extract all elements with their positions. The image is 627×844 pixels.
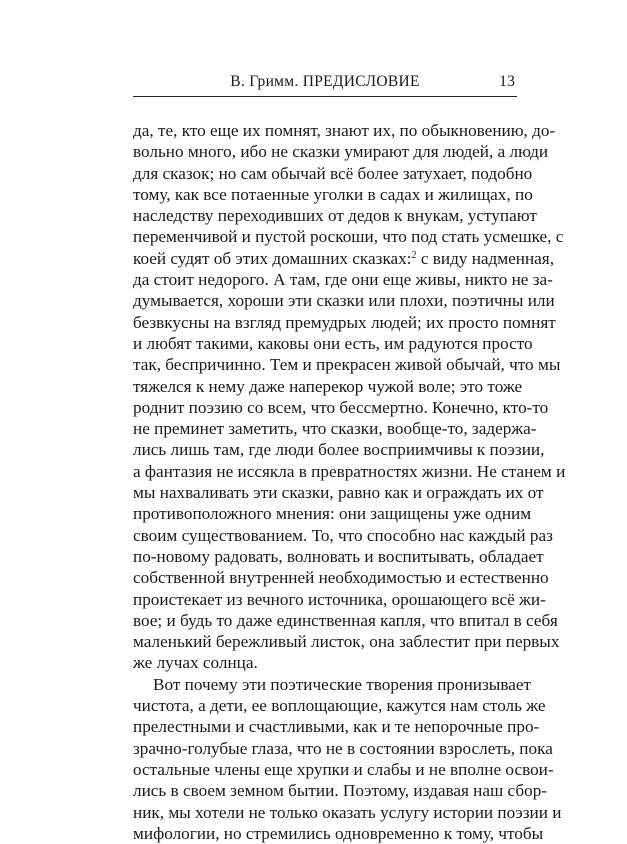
text-line: тяжелся к нему даже наперекор чужой воле; это тоже	[133, 376, 523, 396]
text-line: переменчивой и пустой роскоши, что под стать усмешке, с	[133, 227, 564, 247]
text-line: и любят такими, каковы они есть, им радуются просто	[133, 333, 533, 353]
page-number: 13	[499, 73, 515, 90]
text-line: роднит поэзию со всем, что бессмертно. Конечно, кто-то	[133, 397, 549, 417]
footnote-marker: 2	[411, 249, 417, 261]
text-line: мифологии, но стремились одновременно к тому, чтобы	[133, 823, 544, 843]
text-line: тому, как все потаенные уголки в садах и жилищах, по	[133, 184, 533, 204]
text-line: думывается, хороши эти сказки или плохи, поэтичны или	[133, 291, 555, 311]
text-line: остальные члены еще хрупки и слабы и не вполне освои-	[133, 759, 554, 779]
text-fragment: с виду надменная,	[416, 248, 555, 268]
text-line: лись лишь там, где люди более восприимчивы к поэзии,	[133, 440, 545, 460]
text-line: маленький бережливый листок, она заблестит при первых	[133, 632, 560, 652]
text-line: ник, мы хотели не только оказать услугу истории поэзии и	[133, 802, 562, 822]
text-line: мы нахваливать эти сказки, равно как и ограждать их от	[133, 483, 544, 503]
paragraph-1	[133, 120, 566, 674]
body-text	[133, 120, 566, 844]
text-line: же лучах солнца.	[133, 653, 258, 673]
text-line: противоположного мнения: они защищены уже одним	[133, 504, 532, 524]
text-line: прелестными и счастливыми, как и те непорочные про-	[133, 717, 540, 737]
text-line: наследству переходивших от дедов к внукам, уступают	[133, 206, 537, 226]
text-line: вое; и будь то даже единственная капля, что впитал в себя	[133, 610, 558, 630]
text-line: да стоит недорого. А там, где они еще живы, никто не за-	[133, 270, 553, 290]
running-title: В. Гримм. ПРЕДИСЛОВИЕ	[230, 73, 420, 90]
text-line: по-новому радовать, волновать и воспитывать, обладает	[133, 546, 544, 566]
paragraph-2	[133, 674, 562, 844]
text-line: вольно много, ибо не сказки умирают для людей, а люди	[133, 142, 549, 162]
text-fragment: коей судят об этих домашних сказках:	[133, 248, 412, 268]
text-line: проистекает из вечного источника, орошающего всё жи-	[133, 589, 546, 609]
text-line: лись в своем земном бытии. Поэтому, издавая наш сбор-	[133, 781, 548, 801]
text-line: безвкусны на взгляд премудрых людей; их просто помнят	[133, 312, 556, 332]
text-line: зрачно-голубые глаза, что не в состоянии взрослеть, пока	[133, 738, 553, 758]
running-head	[133, 73, 517, 95]
text-line: да, те, кто еще их помнят, знают их, по обыкновению, до-	[133, 121, 556, 140]
text-line: так, беспричинно. Тем и прекрасен живой обычай, что мы	[133, 355, 561, 375]
header-rule	[133, 96, 517, 97]
text-line: своим существованием. То, что способно нас каждый раз	[133, 525, 553, 545]
text-line: не преминет заметить, что сказки, вообще-то, задержа-	[133, 419, 537, 439]
text-line: для сказок; но сам обычай всё более затухает, подобно	[133, 163, 533, 183]
text-line-with-footnote	[133, 248, 555, 269]
text-line: Вот почему эти поэтические творения пронизывает	[153, 674, 531, 694]
text-line: собственной внутренней необходимостью и естественно	[133, 568, 549, 588]
text-line: а фантазия не иссякла в превратностях жизни. Не станем и	[133, 461, 566, 481]
text-line: чистота, а дети, ее воплощающие, кажутся нам столь же	[133, 696, 546, 716]
